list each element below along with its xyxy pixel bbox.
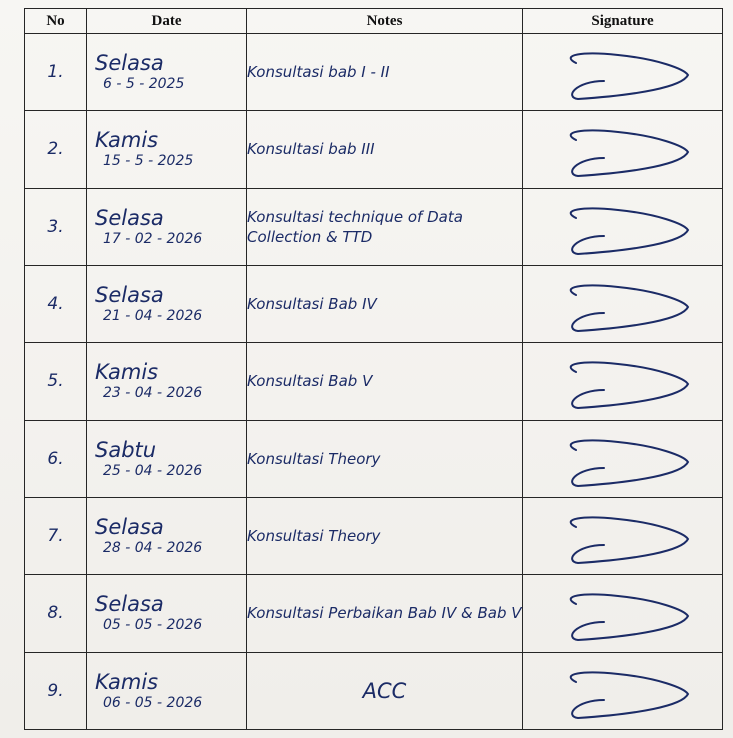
notes-cell: ACC xyxy=(247,652,523,729)
date-value: 15 - 5 - 2025 xyxy=(103,153,194,170)
header-notes: Notes xyxy=(247,9,523,34)
notes-cell: Konsultasi Theory xyxy=(247,420,523,497)
table-row xyxy=(25,111,723,188)
signature-cell xyxy=(523,575,723,652)
date-value: 25 - 04 - 2026 xyxy=(103,462,203,479)
row-number: 2. xyxy=(25,111,87,188)
notes-cell: Konsultasi technique of Data Collection & TTD xyxy=(247,188,523,265)
row-number: 4. xyxy=(25,265,87,342)
table-row xyxy=(25,652,723,729)
day-name: Selasa xyxy=(95,514,164,539)
signature-scribble xyxy=(538,426,708,492)
table-row xyxy=(25,343,723,420)
date-cell xyxy=(87,497,247,574)
date-value: 6 - 5 - 2025 xyxy=(103,76,185,93)
table-row xyxy=(25,34,723,111)
signature-scribble xyxy=(538,503,708,569)
row-number: 1. xyxy=(25,34,87,111)
row-number: 8. xyxy=(25,575,87,652)
date-cell xyxy=(87,343,247,420)
signature-scribble xyxy=(538,271,708,337)
table-row xyxy=(25,497,723,574)
consultation-table xyxy=(24,8,723,730)
signature-cell xyxy=(523,265,723,342)
date-cell xyxy=(87,575,247,652)
signature-cell xyxy=(523,343,723,420)
signature-cell xyxy=(523,497,723,574)
day-name: Selasa xyxy=(95,205,164,230)
date-cell xyxy=(87,111,247,188)
row-number: 7. xyxy=(25,497,87,574)
header-date: Date xyxy=(87,9,247,34)
date-cell xyxy=(87,34,247,111)
signature-scribble xyxy=(538,348,708,414)
table-row xyxy=(25,265,723,342)
notes-cell: Konsultasi Perbaikan Bab IV & Bab V xyxy=(247,575,523,652)
day-name: Kamis xyxy=(95,128,159,153)
header-no: No xyxy=(25,9,87,34)
table-row xyxy=(25,420,723,497)
notes-cell: Konsultasi Bab IV xyxy=(247,265,523,342)
signature-cell xyxy=(523,420,723,497)
signature-scribble xyxy=(538,194,708,260)
day-name: Selasa xyxy=(95,592,164,617)
day-name: Kamis xyxy=(95,669,159,694)
date-value: 06 - 05 - 2026 xyxy=(103,694,203,711)
date-value: 21 - 04 - 2026 xyxy=(103,308,203,325)
signature-scribble xyxy=(538,658,708,724)
signature-cell xyxy=(523,34,723,111)
date-cell xyxy=(87,188,247,265)
row-number: 6. xyxy=(25,420,87,497)
notes-cell: Konsultasi bab III xyxy=(247,111,523,188)
table-row xyxy=(25,575,723,652)
signature-scribble xyxy=(538,580,708,646)
signature-cell xyxy=(523,652,723,729)
date-value: 05 - 05 - 2026 xyxy=(103,617,203,634)
date-value: 28 - 04 - 2026 xyxy=(103,540,203,557)
day-name: Selasa xyxy=(95,282,164,307)
notes-cell: Konsultasi Bab V xyxy=(247,343,523,420)
header-row xyxy=(25,9,723,34)
row-number: 5. xyxy=(25,343,87,420)
notes-cell: Konsultasi Theory xyxy=(247,497,523,574)
day-name: Sabtu xyxy=(95,437,157,462)
table-row xyxy=(25,188,723,265)
header-signature: Signature xyxy=(523,9,723,34)
notes-cell: Konsultasi bab I - II xyxy=(247,34,523,111)
row-number: 9. xyxy=(25,652,87,729)
date-value: 17 - 02 - 2026 xyxy=(103,230,203,247)
date-cell xyxy=(87,265,247,342)
day-name: Selasa xyxy=(95,51,164,75)
date-cell xyxy=(87,652,247,729)
date-cell xyxy=(87,420,247,497)
signature-cell xyxy=(523,188,723,265)
signature-scribble xyxy=(538,39,708,105)
row-number: 3. xyxy=(25,188,87,265)
signature-scribble xyxy=(538,116,708,182)
signature-cell xyxy=(523,111,723,188)
date-value: 23 - 04 - 2026 xyxy=(103,385,203,402)
day-name: Kamis xyxy=(95,360,159,385)
